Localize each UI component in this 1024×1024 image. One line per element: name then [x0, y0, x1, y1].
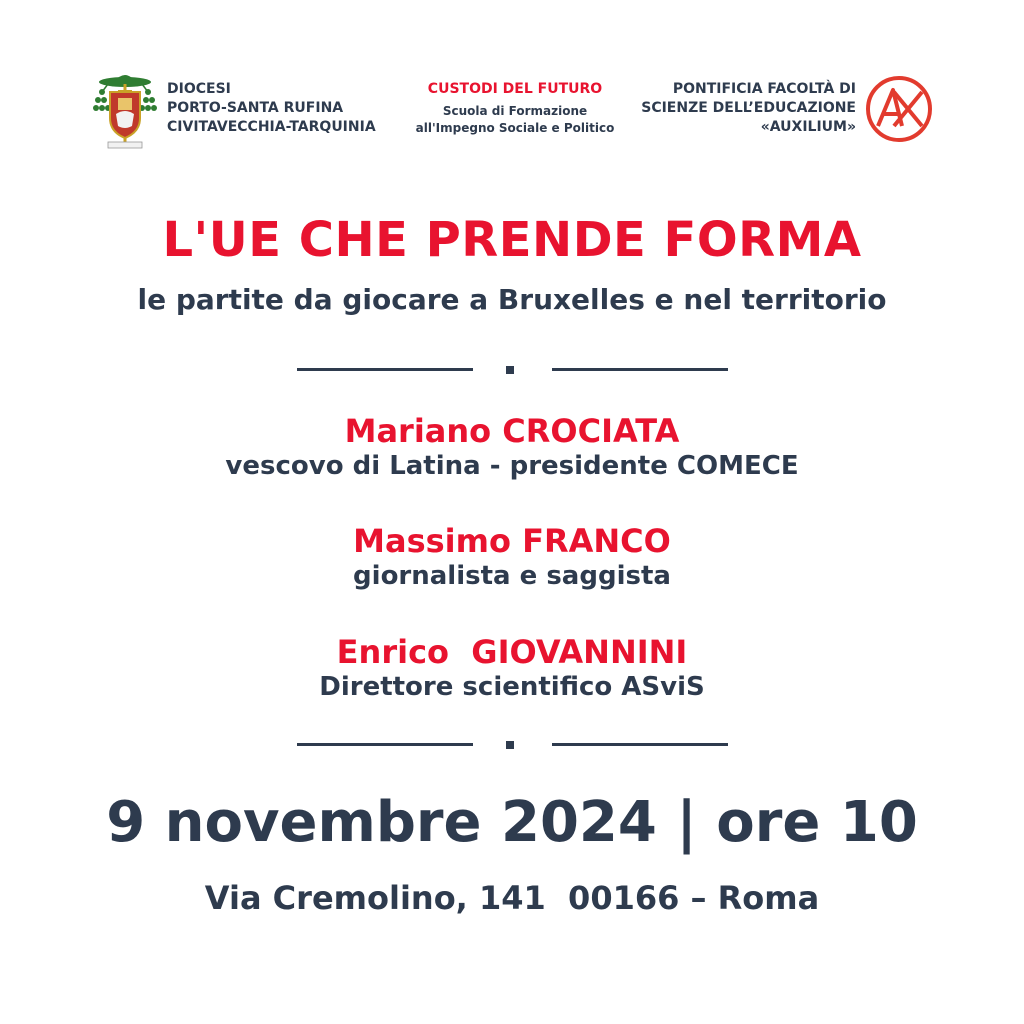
diocesi-line-1: DIOCESI	[167, 81, 231, 97]
speaker-2	[0, 522, 1024, 592]
diocesi-line-2: PORTO-SANTA RUFINA	[167, 100, 344, 116]
divider-line	[297, 743, 473, 746]
auxilium-ax-logo	[864, 74, 934, 144]
header	[0, 66, 1024, 156]
diocesi-label	[167, 80, 376, 137]
divider-top	[0, 364, 1024, 376]
speaker-role: giornalista e saggista	[353, 561, 671, 591]
event-subtitle: le partite da giocare a Bruxelles e nel territorio	[137, 283, 887, 316]
custodi-sub-2: all'Impegno Sociale e Politico	[415, 121, 615, 135]
pontificia-label	[641, 80, 856, 137]
event-date: 9 novembre 2024 | ore 10	[106, 790, 918, 855]
speaker-1	[0, 412, 1024, 482]
divider-line	[552, 368, 728, 371]
divider-dot	[506, 741, 514, 749]
event-address: Via Cremolino, 141 00166 – Roma	[204, 879, 820, 917]
speaker-role: Direttore scientifico ASviS	[319, 672, 705, 702]
divider-line	[552, 743, 728, 746]
custodi-title: CUSTODI DEL FUTURO	[427, 81, 603, 97]
pontificia-line-1: PONTIFICIA FACOLTÀ DI	[672, 81, 856, 97]
event-title: L'UE CHE PRENDE FORMA	[162, 212, 862, 268]
divider-bottom	[0, 739, 1024, 751]
speaker-name: Mariano CROCIATA	[344, 412, 680, 450]
speaker-name: Enrico GIOVANNINI	[336, 633, 688, 671]
divider-dot	[506, 366, 514, 374]
diocese-crest-icon	[92, 70, 158, 152]
speaker-role: vescovo di Latina - presidente COMECE	[225, 451, 799, 481]
speaker-name: Massimo FRANCO	[353, 522, 671, 560]
pontificia-line-2: SCIENZE DELL’EDUCAZIONE	[641, 100, 856, 116]
diocesi-line-3: CIVITAVECCHIA-TARQUINIA	[167, 119, 376, 135]
pontificia-line-3: «AUXILIUM»	[760, 119, 856, 135]
speaker-3	[0, 633, 1024, 703]
divider-line	[297, 368, 473, 371]
custodi-sub-1: Scuola di Formazione	[442, 104, 588, 118]
custodi-block	[385, 80, 645, 137]
